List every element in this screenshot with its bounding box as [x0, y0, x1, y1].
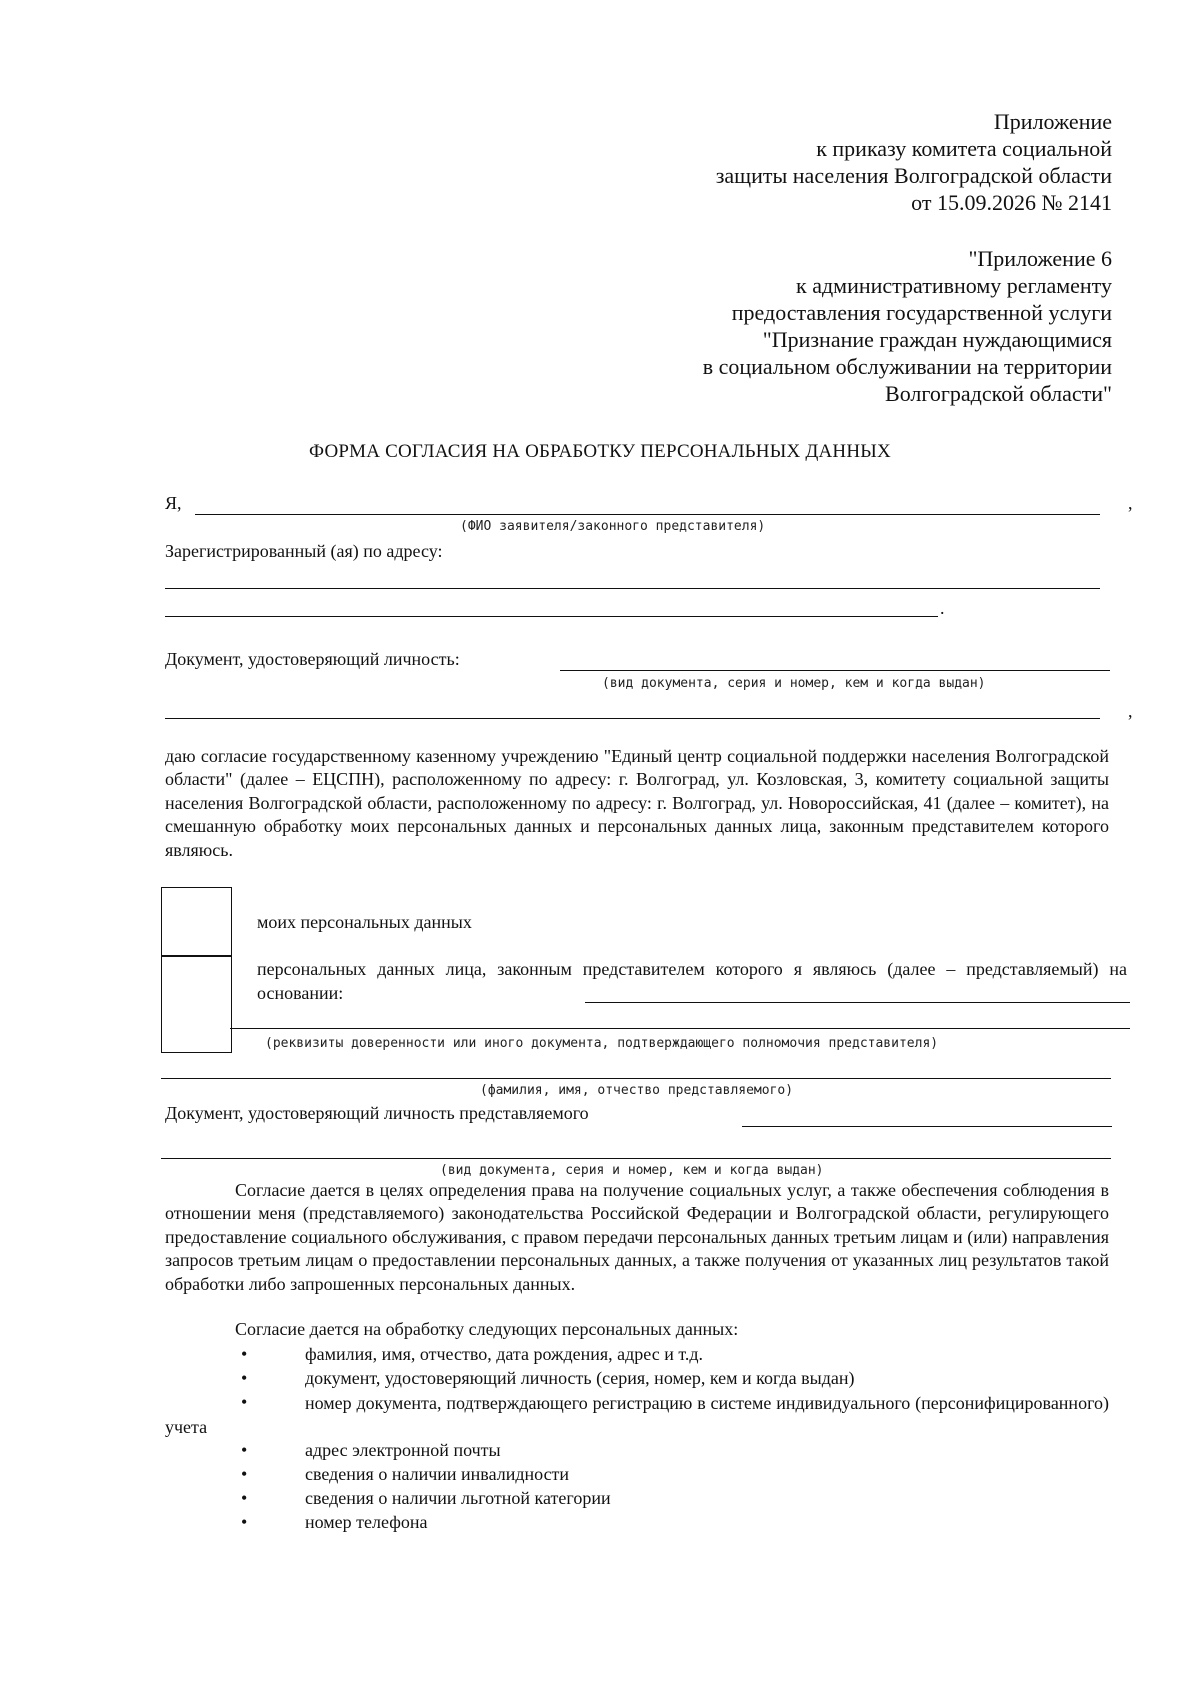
list-item	[165, 1439, 1109, 1463]
reglament-line: Волгоградской области"	[885, 381, 1112, 406]
purpose-paragraph: Согласие дается в целях определения права на получение социальных услуг, а также обеспечения соблюдения в отношении меня (представляемого) законодательства Российской Федерации и Волгоградской области, регулирующего предоставление социального обслуживания, с правом передачи персональных данных третьим лицам и (или) направления запросов третьим лицам о предоставлении персональных данных, а также получения от указанных лиц результатов такой обработки либо запрошенных персональных данных.	[165, 1180, 1109, 1294]
applicant-prefix: Я,	[165, 493, 182, 513]
applicant-comma: ,	[1128, 493, 1133, 513]
represented-data-checkbox[interactable]	[161, 955, 232, 1053]
applicant-fio-field[interactable]	[195, 514, 1100, 515]
represented-doc-field[interactable]	[742, 1126, 1112, 1127]
bullet-icon: •	[241, 1368, 248, 1388]
represented-basis-field-line-2[interactable]	[230, 1028, 1130, 1029]
form-title: ФОРМА СОГЛАСИЯ НА ОБРАБОТКУ ПЕРСОНАЛЬНЫХ ДАННЫХ	[309, 441, 891, 462]
header-line: к приказу комитета социальной	[816, 136, 1112, 161]
list-item	[165, 1391, 1109, 1439]
list-item-text: документ, удостоверяющий личность (серия, номер, кем и когда выдан)	[305, 1368, 855, 1388]
header-line: от 15.09.2026 № 2141	[911, 190, 1112, 215]
identity-doc-hint: (вид документа, серия и номер, кем и когда выдан)	[602, 676, 986, 691]
list-item	[165, 1487, 1109, 1511]
list-item-text: сведения о наличии льготной категории	[305, 1488, 611, 1508]
reglament-appendix-header	[412, 245, 1112, 407]
represented-doc-field-line-2[interactable]	[161, 1158, 1111, 1159]
identity-doc-field-line-2[interactable]	[165, 718, 1100, 719]
represented-basis-hint: (реквизиты доверенности или иного документа, подтверждающего полномочия представителя)	[265, 1036, 939, 1051]
header-line: Приложение	[993, 109, 1112, 134]
bullet-icon: •	[241, 1488, 248, 1508]
header-line: защиты населения Волгоградской области	[715, 163, 1112, 188]
bullet-icon: •	[241, 1392, 248, 1412]
reglament-line: к административному регламенту	[796, 273, 1112, 298]
order-appendix-header	[412, 108, 1112, 216]
list-item	[165, 1343, 1109, 1367]
represented-basis-field[interactable]	[585, 1002, 1130, 1003]
list-item	[165, 1367, 1109, 1391]
address-field-line-1[interactable]	[165, 588, 1100, 589]
applicant-fio-hint: (ФИО заявителя/законного представителя)	[460, 519, 766, 534]
own-data-checkbox[interactable]	[161, 887, 232, 957]
reglament-line: в социальном обслуживании на территории	[702, 354, 1112, 379]
identity-doc-comma: ,	[1128, 701, 1133, 721]
represented-fio-hint: (фамилия, имя, отчество представляемого)	[480, 1083, 794, 1098]
address-label: Зарегистрированный (ая) по адресу:	[165, 541, 443, 561]
represented-data-label: персональных данных лица, законным представителем которого я являюсь (далее – представляемый) на основании:	[257, 959, 1127, 1003]
bullet-icon: •	[241, 1464, 248, 1484]
data-list-intro: Согласие дается на обработку следующих персональных данных:	[235, 1319, 739, 1339]
list-item-text: номер документа, подтверждающего регистрацию в системе индивидуального (персонифицированного) учета	[165, 1393, 1109, 1437]
address-end-dot: .	[940, 598, 945, 618]
list-item	[165, 1463, 1109, 1487]
personal-data-list	[165, 1343, 1109, 1535]
identity-doc-label: Документ, удостоверяющий личность:	[165, 649, 460, 669]
consent-paragraph: даю согласие государственному казенному учреждению "Единый центр социальной поддержки населения Волгоградской области" (далее – ЕЦСПН), расположенному по адресу: г. Волгоград, ул. Козловская, 3, комитету социальной защиты населения Волгоградской области, расположенному по адресу: г. Волгоград, ул. Новороссийская, 41 (далее – комитет), на смешанную обработку моих персональных данных и персональных данных лица, законным представителем которого являюсь.	[165, 746, 1109, 860]
list-item	[165, 1511, 1109, 1535]
reglament-line: "Признание граждан нуждающимися	[762, 327, 1112, 352]
represented-fio-field[interactable]	[161, 1078, 1111, 1079]
represented-doc-label: Документ, удостоверяющий личность представляемого	[165, 1103, 589, 1123]
bullet-icon: •	[241, 1344, 248, 1364]
list-item-text: фамилия, имя, отчество, дата рождения, адрес и т.д.	[305, 1344, 704, 1364]
represented-doc-hint: (вид документа, серия и номер, кем и когда выдан)	[440, 1163, 824, 1178]
identity-doc-field[interactable]	[560, 670, 1110, 671]
own-data-label: моих персональных данных	[257, 912, 472, 932]
bullet-icon: •	[241, 1512, 248, 1532]
bullet-icon: •	[241, 1440, 248, 1460]
list-item-text: адрес электронной почты	[305, 1440, 501, 1460]
reglament-line: предоставления государственной услуги	[731, 300, 1112, 325]
list-item-text: сведения о наличии инвалидности	[305, 1464, 570, 1484]
reglament-line: "Приложение 6	[968, 246, 1112, 271]
address-field-line-2[interactable]	[165, 616, 938, 617]
list-item-text: номер телефона	[305, 1512, 428, 1532]
